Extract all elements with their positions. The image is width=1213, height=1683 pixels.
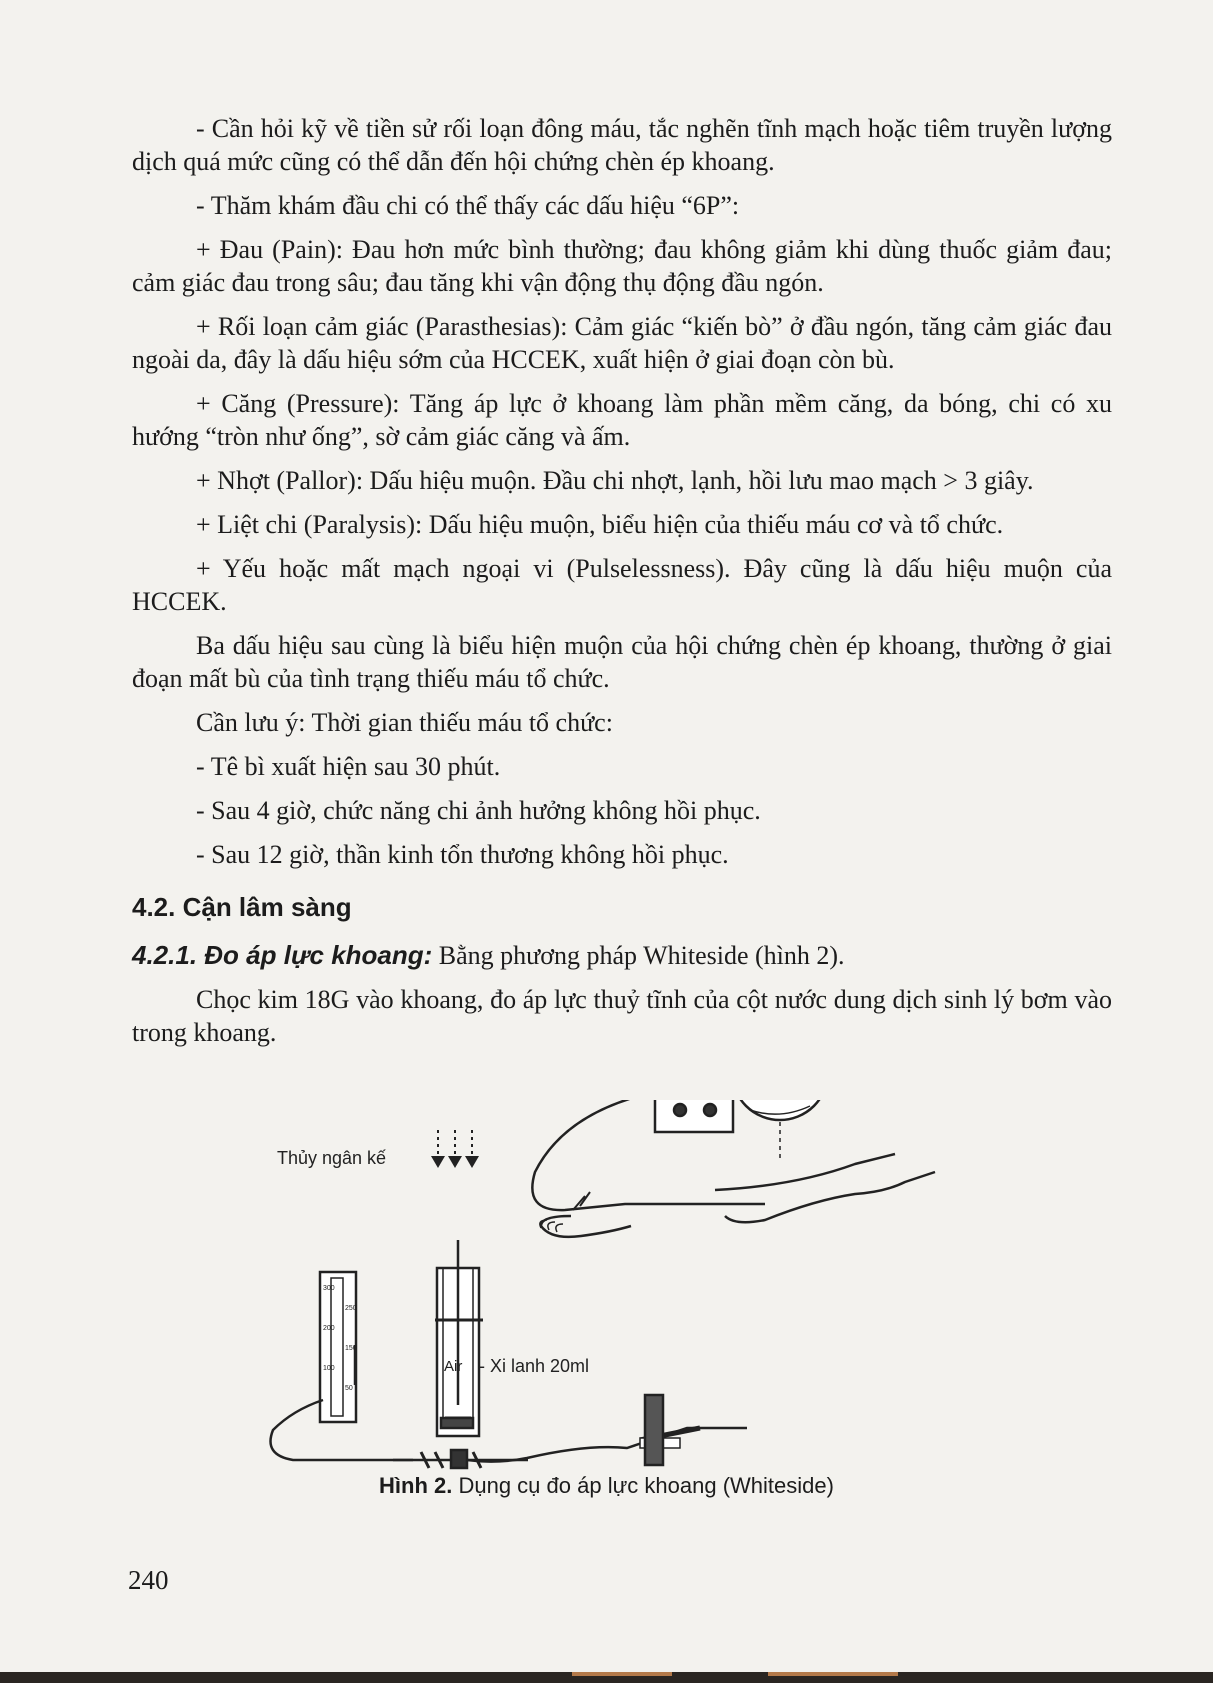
paragraph-late-signs: Ba dấu hiệu sau cùng là biểu hiện muộn của hội chứng chèn ép khoang, thường ở giai đoạn mất bù của tình trạng thiếu máu tổ chức. (132, 631, 1112, 693)
scale-mark-250: 250 (345, 1305, 357, 1312)
paragraph-12-hours: - Sau 12 giờ, thần kinh tổn thương không hồi phục. (196, 840, 729, 869)
scale-mark-150: 150 (345, 1345, 357, 1352)
paragraph-4-hours: - Sau 4 giờ, chức năng chi ảnh hưởng không hồi phục. (196, 796, 761, 825)
body-text (132, 112, 1112, 1049)
needle-line (467, 1428, 747, 1462)
subsection-heading: 4.2.1. Đo áp lực khoang: (132, 940, 433, 970)
leg-outline (715, 1154, 935, 1222)
scale-mark-200: 200 (323, 1325, 335, 1332)
caption-text: Dụng cụ đo áp lực khoang (Whiteside) (452, 1473, 834, 1498)
paragraph-pressure: + Căng (Pressure): Tăng áp lực ở khoang làm phần mềm căng, da bóng, chi có xu hướng “tròn như ống”, sờ cảm giác căng và ấm. (132, 389, 1112, 451)
section-heading: 4.2. Cận lâm sàng (132, 892, 352, 922)
paragraph-30-min: - Tê bì xuất hiện sau 30 phút. (196, 752, 501, 781)
paragraph-needle: Chọc kim 18G vào khoang, đo áp lực thuỷ tĩnh của cột nước dung dịch sinh lý bơm vào trong khoang. (132, 985, 1112, 1047)
scale-mark-100: 100 (323, 1365, 335, 1372)
subsection-heading-text: Bằng phương pháp Whiteside (hình 2). (432, 941, 845, 970)
caption-label: Hình 2. (379, 1473, 453, 1498)
paragraph-paresthesias: + Rối loạn cảm giác (Parasthesias): Cảm giác “kiến bò” ở đầu ngón, tăng cảm giác đau ngoài da, đây là dấu hiệu sớm của HCCEK, xuất hiện ở giai đoạn còn bù. (132, 312, 1112, 374)
paragraph-history: - Cần hỏi kỹ về tiền sử rối loạn đông máu, tắc nghẽn tĩnh mạch hoặc tiêm truyền lượng dịch quá mức cũng có thể dẫn đến hội chứng chèn ép khoang. (132, 114, 1112, 176)
magnified-tissue-view (732, 1100, 828, 1120)
page-number: 240 (128, 1565, 169, 1595)
label-air: Air (444, 1358, 463, 1375)
paragraph-note: Cần lưu ý: Thời gian thiếu máu tổ chức: (196, 708, 613, 737)
stopcock (451, 1450, 467, 1468)
figure-caption (0, 1473, 1213, 1499)
scale-mark-50: 50 (345, 1385, 353, 1392)
needle-block (645, 1395, 663, 1465)
paragraph-paralysis: + Liệt chi (Paralysis): Dấu hiệu muộn, biểu hiện của thiếu máu cơ và tổ chức. (196, 510, 1004, 539)
subsection-line (132, 939, 1112, 972)
paragraph-pallor: + Nhợt (Pallor): Dấu hiệu muộn. Đầu chi nhợt, lạnh, hồi lưu mao mạch > 3 giây. (196, 466, 1034, 495)
edge-mark (768, 1672, 898, 1676)
whiteside-figure (255, 1100, 995, 1500)
paragraph-6p-intro: - Thăm khám đầu chi có thể thấy các dấu hiệu “6P”: (196, 191, 740, 220)
pressure-monitor (655, 1100, 733, 1132)
paragraph-pain: + Đau (Pain): Đau hơn mức bình thường; đau không giảm khi dùng thuốc giảm đau; cảm giác đau trong sâu; đau tăng khi vận động thụ động đầu ngón. (132, 235, 1112, 297)
edge-mark (572, 1672, 672, 1676)
foot-outline (541, 1216, 631, 1237)
page-bottom-edge (0, 1672, 1213, 1683)
label-manometer: Thủy ngân kế (277, 1148, 387, 1168)
label-syringe: - Xi lanh 20ml (479, 1356, 590, 1376)
scale-mark-300: 300 (323, 1285, 335, 1292)
paragraph-pulselessness: + Yếu hoặc mất mạch ngoại vi (Pulselessness). Đây cũng là dấu hiệu muộn của HCCEK. (132, 554, 1112, 616)
